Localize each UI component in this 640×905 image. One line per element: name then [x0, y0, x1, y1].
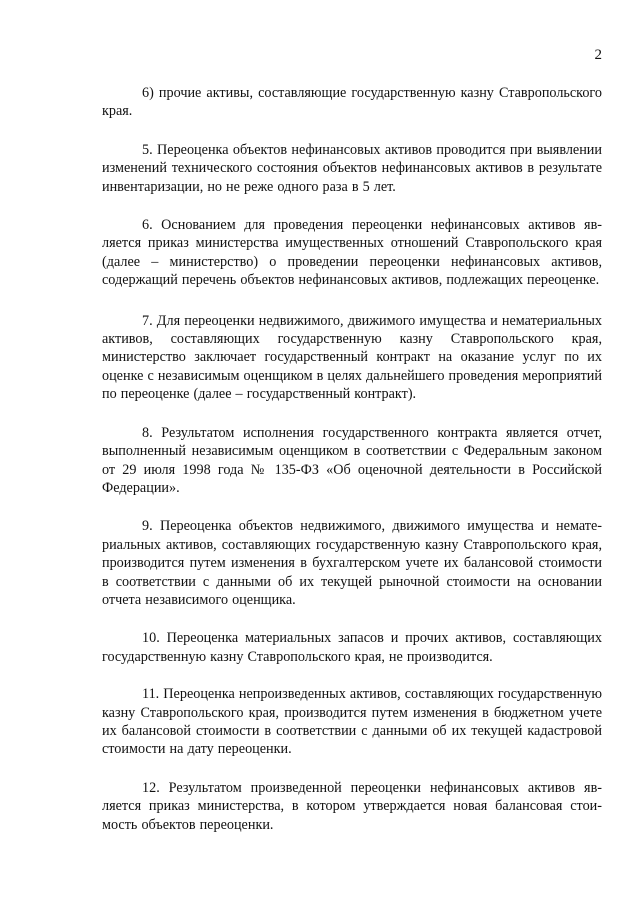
paragraph-10-no-revaluation: 10. Переоценка материальных запасов и прочих активов, составляющих государственную казну Ставропольского края, не производится.: [102, 630, 602, 665]
paragraph-item-6-other-assets: 6) прочие активы, составляющие государственную казну Ставропольского края.: [102, 85, 602, 120]
paragraph-12-revaluation-result: 12. Результатом произведенной переоценки нефинансовых активов является приказ министерства, в котором утверждается новая балансовая стоимость объектов переоценки.: [102, 779, 602, 833]
page-number: 2: [594, 47, 602, 63]
document-body: [102, 84, 602, 851]
paragraph-9-revaluation-method: 9. Переоценка объектов недвижимого, движимого имущества и нематериальных активов, составляющих государственную казну Ставропольского края, производится путем изменения в бухгалтерском учете их балансовой стоимости в соответствии с данными об их текущей рыночной стоимости на основании отчета независимого оценщика.: [102, 518, 602, 608]
paragraph-5-revaluation-frequency: 5. Переоценка объектов нефинансовых активов проводится при выявлении изменений технического состояния объектов нефинансовых активов в результате инвентаризации, но не реже одного раза в 5 лет.: [102, 141, 602, 195]
paragraph-8-contract-result: 8. Результатом исполнения государственного контракта является отчет, выполненный независимым оценщиком в соответствии с Федеральным законом от 29 июля 1998 года № 135-ФЗ «Об оценочной деятельности в Российской Федерации».: [102, 424, 602, 496]
paragraph-6-revaluation-basis: 6. Основанием для проведения переоценки нефинансовых активов является приказ министерства имущественных отношений Ставропольского края (далее – министерство) о проведении переоценки нефинансовых активов, содержащий перечень объектов нефинансовых активов, подлежащих переоценке.: [102, 217, 602, 289]
paragraph-7-state-contract: 7. Для переоценки недвижимого, движимого имущества и нематериальных активов, составляющих государственную казну Ставропольского края, министерство заключает государственный контракт на оказание услуг по их оценке с независимым оценщиком в целях дальнейшего проведения мероприятий по переоценке (далее – государственный контракт).: [102, 312, 602, 403]
paragraph-11-non-produced-assets: 11. Переоценка непроизведенных активов, составляющих государственную казну Ставропольского края, производится путем изменения в бюджетном учете их балансовой стоимости в соответствии с данными об их текущей кадастровой стоимости на дату переоценки.: [102, 686, 602, 758]
